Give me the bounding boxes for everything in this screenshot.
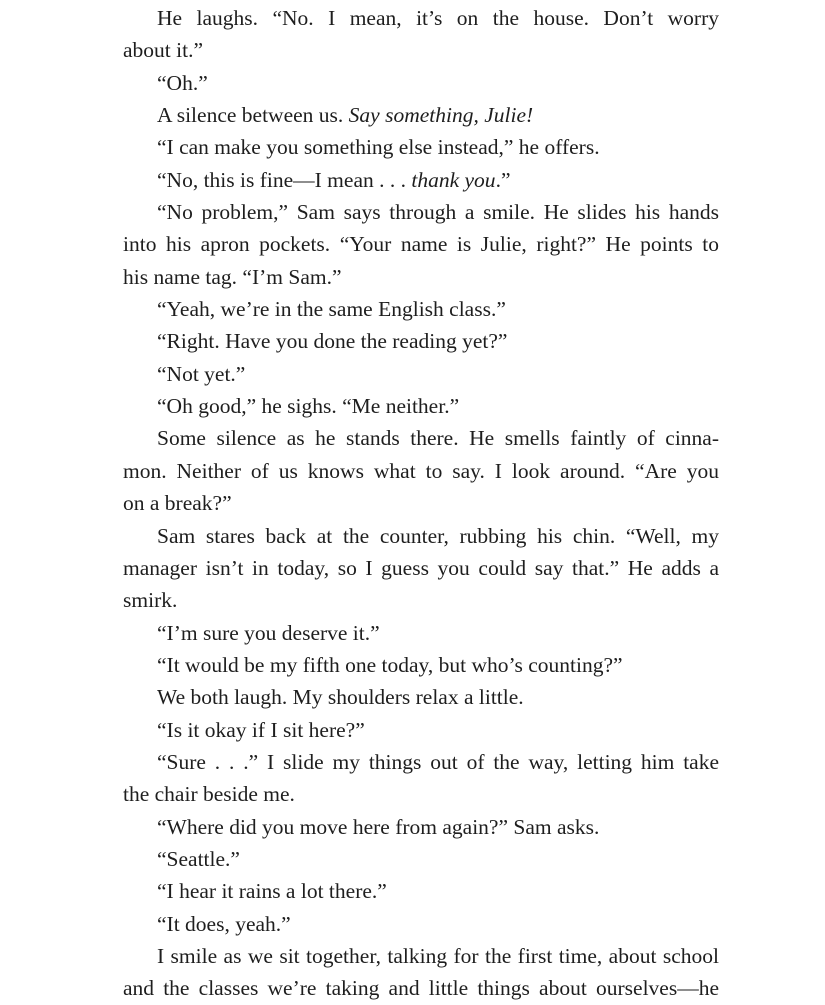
text-segment: “No problem,” Sam says through a smile. He slides his hands [157, 200, 719, 225]
paragraph-start-line [123, 422, 719, 454]
text-segment: He laughs. “No. I mean, it’s on the house. Don’t worry [157, 6, 719, 30]
text-segment: “Is it okay if I sit here?” [157, 717, 365, 742]
paragraph-start-line [123, 875, 719, 907]
paragraph-start-line [123, 617, 719, 649]
paragraph-start-line [123, 325, 719, 357]
text-segment: his name tag. “I’m Sam.” [123, 264, 342, 289]
text-segment: Sam stares back at the counter, rubbing his chin. “Well, my [157, 523, 719, 548]
paragraph-start-line [123, 843, 719, 875]
text-segment: on a break?” [123, 491, 232, 516]
text-line [123, 778, 719, 810]
paragraph-start-line [123, 358, 719, 390]
paragraph-start-line [123, 649, 719, 681]
text-line [123, 455, 719, 487]
text-segment: mon. Neither of us knows what to say. I look around. “Are you [123, 458, 719, 483]
text-line [123, 228, 719, 260]
paragraph-start-line [123, 131, 719, 163]
text-line [123, 34, 719, 66]
paragraph-start-line [123, 746, 719, 778]
text-segment: A silence between us. [157, 103, 349, 128]
text-line [123, 584, 719, 616]
text-segment: “Where did you move here from again?” Sam asks. [157, 814, 600, 839]
text-segment: “Right. Have you done the reading yet?” [157, 329, 508, 354]
text-segment: “Oh.” [157, 70, 208, 95]
paragraph-start-line [123, 196, 719, 228]
text-segment: “Not yet.” [157, 361, 246, 386]
paragraph-start-line [123, 67, 719, 99]
text-segment: about it.” [123, 38, 204, 63]
text-segment: smirk. [123, 588, 178, 613]
italic-text: thank you [411, 167, 496, 192]
text-segment: “Oh good,” he sighs. “Me neither.” [157, 394, 460, 419]
paragraph-start-line [123, 164, 719, 196]
text-segment: manager isn’t in today, so I guess you could say that.” He adds a [123, 555, 719, 580]
text-segment: I smile as we sit together, talking for the first time, about school [157, 943, 719, 968]
text-line [123, 487, 719, 519]
paragraph-start-line [123, 390, 719, 422]
text-segment: We both laugh. My shoulders relax a little. [157, 685, 524, 710]
text-segment: .” [495, 167, 511, 192]
text-segment: “I hear it rains a lot there.” [157, 879, 387, 904]
text-segment: Some silence as he stands there. He smells faintly of cinna- [157, 426, 719, 451]
paragraph-start-line [123, 2, 719, 34]
text-segment: the chair beside me. [123, 782, 295, 807]
paragraph-start-line [123, 681, 719, 713]
text-line [123, 552, 719, 584]
paragraph-start-line [123, 714, 719, 746]
paragraph-start-line [123, 811, 719, 843]
text-segment: “Seattle.” [157, 846, 240, 871]
text-segment: “It does, yeah.” [157, 911, 291, 936]
text-segment: “Sure . . .” I slide my things out of the way, letting him take [157, 749, 719, 774]
paragraph-start-line [123, 940, 719, 972]
text-segment: and the classes we’re taking and little things about ourselves—he [123, 976, 719, 1001]
text-line [123, 261, 719, 293]
paragraph-start-line [123, 99, 719, 131]
text-segment: “No, this is fine—I mean . . . [157, 167, 412, 192]
book-page-text [123, 0, 719, 1005]
text-segment: “I can make you something else instead,” he offers. [157, 135, 600, 160]
text-segment: into his apron pockets. “Your name is Julie, right?” He points to [123, 232, 719, 257]
paragraph-start-line [123, 520, 719, 552]
paragraph-start-line [123, 293, 719, 325]
paragraph-start-line [123, 908, 719, 940]
italic-text: Say something, Julie! [348, 103, 534, 128]
text-segment: “Yeah, we’re in the same English class.” [157, 297, 506, 322]
text-segment: “It would be my fifth one today, but who’s counting?” [157, 652, 623, 677]
text-segment: “I’m sure you deserve it.” [157, 620, 380, 645]
